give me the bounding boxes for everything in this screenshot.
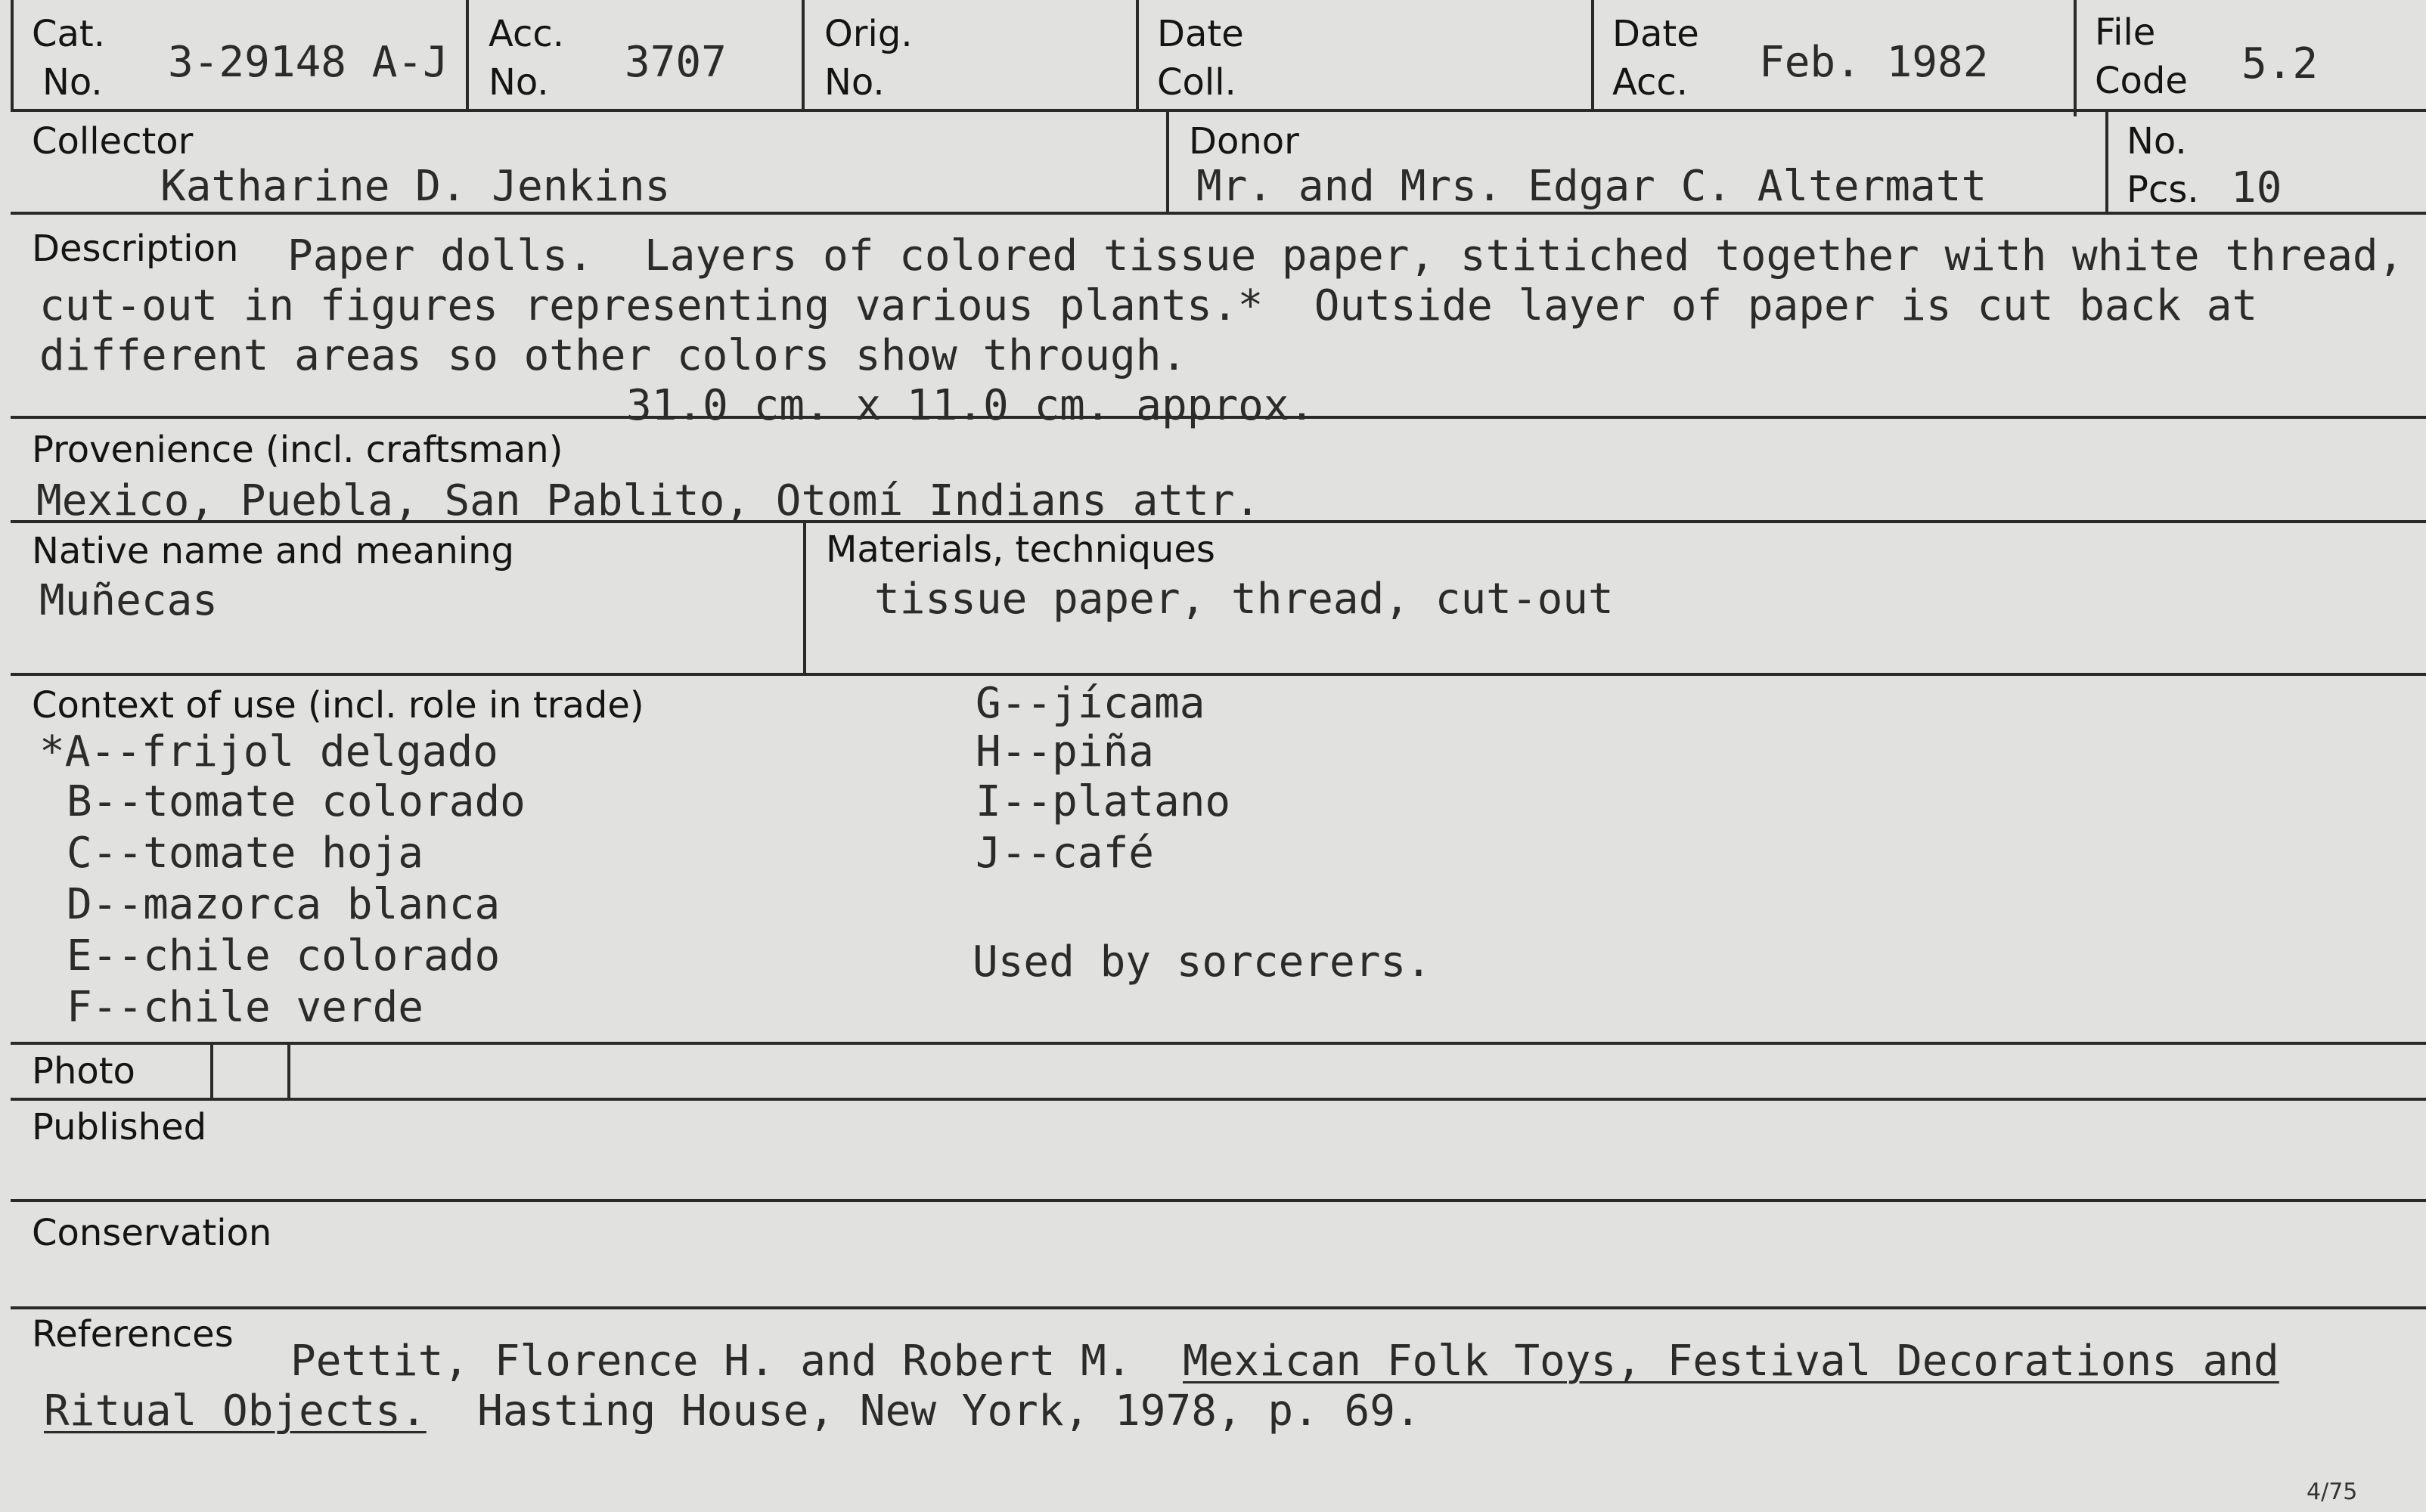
description-line2: cut-out in figures representing various plants.* Outside layer of paper is cut back at (39, 281, 2258, 330)
rule-published-bottom (11, 1199, 2426, 1202)
no-pcs-value: 10 (2231, 163, 2282, 212)
rule-v-datecoll (1136, 0, 1139, 112)
rule-v-filecode (2074, 0, 2077, 116)
form-number: 4/75 (2307, 1479, 2358, 1505)
collector-label: Collector (32, 120, 194, 163)
provenience-label: Provenience (incl. craftsman) (32, 429, 563, 471)
published-label: Published (32, 1106, 207, 1148)
references-authors: Pettit, Florence H. and Robert M. (290, 1337, 1132, 1386)
cat-no-label-line1: Cat. (32, 13, 106, 55)
date-acc-label-line2: Acc. (1612, 61, 1689, 104)
no-pcs-label-line2: Pcs. (2127, 169, 2199, 211)
no-pcs-label-line1: No. (2127, 120, 2187, 163)
context-label: Context of use (incl. role in trade) (32, 684, 644, 727)
context-item-i: I--platano (976, 777, 1231, 826)
rule-collector-bottom (11, 212, 2426, 215)
rule-v-photo-2 (287, 1043, 290, 1098)
context-item-h: H--piña (976, 727, 1155, 776)
rule-conservation-bottom (11, 1306, 2426, 1309)
conservation-label: Conservation (32, 1212, 272, 1254)
context-item-j: J--café (976, 829, 1155, 878)
references-line2 (44, 1387, 1421, 1436)
file-code-label-line1: File (2095, 11, 2156, 54)
context-item-e: E--chile colorado (67, 931, 501, 981)
cat-no-value: 3-29148 A-J (168, 38, 448, 87)
acc-no-label-line2: No. (489, 61, 549, 104)
references-line1 (290, 1337, 2279, 1387)
photo-label: Photo (32, 1050, 135, 1092)
date-acc-value: Feb. 1982 (1759, 38, 1989, 87)
date-acc-label-line1: Date (1612, 13, 1699, 55)
orig-no-label-line2: No. (824, 61, 885, 104)
context-item-g: G--jícama (976, 679, 1205, 728)
collector-value: Katharine D. Jenkins (160, 162, 671, 211)
rule-v-orig (802, 0, 805, 112)
description-dimensions: 31.0 cm. x 11.0 cm. approx. (626, 381, 1315, 430)
rule-v-acc (466, 0, 469, 112)
file-code-label-line2: Code (2095, 60, 2188, 102)
rule-v-materials (803, 522, 806, 674)
provenience-value: Mexico, Puebla, San Pablito, Otomí Indians attr. (36, 476, 1261, 525)
rule-v-donor (1166, 110, 1169, 215)
acc-no-value: 3707 (625, 38, 727, 87)
references-rest: Hasting House, New York, 1978, p. 69. (477, 1387, 1421, 1436)
rule-v-pcs (2105, 110, 2108, 215)
context-item-f: F--chile verde (67, 983, 424, 1032)
date-coll-label-line2: Coll. (1157, 61, 1236, 104)
context-item-b: B--tomate colorado (67, 777, 526, 826)
context-item-a: *A--frijol delgado (39, 727, 498, 776)
context-note: Used by sorcerers. (973, 937, 1432, 987)
context-item-d: D--mazorca blanca (67, 880, 501, 929)
rule-v-photo-1 (210, 1043, 213, 1098)
orig-no-label-line1: Orig. (824, 13, 913, 55)
description-line1: Paper dolls. Layers of colored tissue paper, stitiched together with white thread, (287, 231, 2404, 280)
references-title-part1: Mexican Folk Toys, Festival Decorations and (1183, 1337, 2279, 1386)
references-title-part2: Ritual Objects. (44, 1387, 427, 1436)
rule-v-cat (11, 0, 14, 112)
context-item-c: C--tomate hoja (67, 829, 424, 878)
description-line3: different areas so other colors show through. (39, 331, 1187, 380)
acc-no-label-line1: Acc. (489, 13, 565, 55)
native-name-value: Muñecas (39, 576, 219, 625)
cat-no-label-line2: No. (42, 61, 103, 104)
rule-header-bottom (11, 109, 2426, 112)
materials-label: Materials, techniques (826, 528, 1215, 571)
references-label: References (32, 1313, 234, 1356)
date-coll-label-line1: Date (1157, 13, 1244, 55)
native-name-label: Native name and meaning (32, 530, 514, 572)
rule-native-bottom (11, 673, 2426, 676)
donor-label: Donor (1189, 120, 1299, 163)
rule-context-bottom (11, 1042, 2426, 1045)
donor-value: Mr. and Mrs. Edgar C. Altermatt (1196, 162, 1987, 211)
materials-value: tissue paper, thread, cut-out (874, 575, 1614, 624)
rule-photo-bottom (11, 1098, 2426, 1101)
rule-v-dateacc (1591, 0, 1594, 112)
description-label: Description (32, 228, 239, 270)
file-code-value: 5.2 (2241, 39, 2319, 88)
